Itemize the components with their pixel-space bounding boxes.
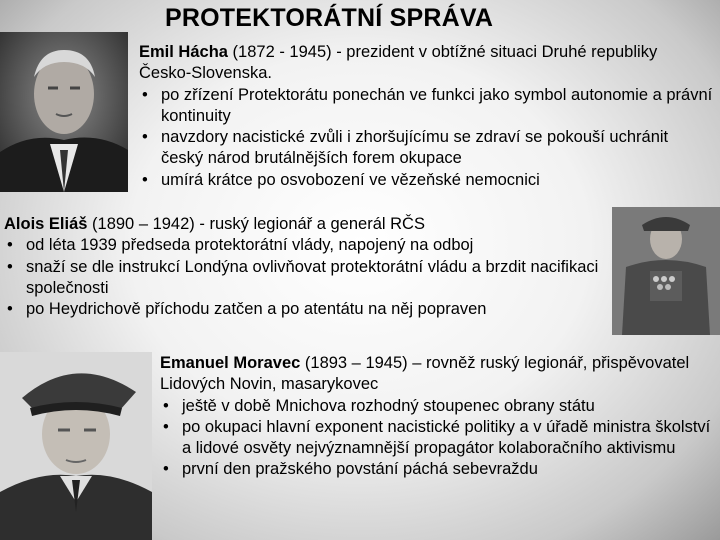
elias-bullet: • po Heydrichově příchodu zatčen a po atentátu na něj popraven: [4, 299, 604, 320]
moravec-bullet-list: [160, 396, 715, 481]
elias-intro: [4, 214, 604, 235]
elias-section: [4, 214, 604, 320]
moravec-bullet: • ještě v době Mnichova rozhodný stoupenec obrany státu: [160, 396, 715, 417]
hacha-bullet: • umírá krátce po osvobození ve vězeňské nemocnici: [139, 170, 714, 191]
moravec-intro: [160, 353, 715, 396]
hacha-portrait-photo: [0, 32, 128, 192]
elias-bullet: • od léta 1939 předseda protektorátní vlády, napojený na odboj: [4, 235, 604, 256]
elias-portrait-photo: [612, 207, 720, 335]
elias-intro-text: (1890 – 1942) - ruský legionář a generál RČS: [87, 215, 425, 233]
moravec-bullet: • po okupaci hlavní exponent nacistické politiky a v úřadě ministra školství a lidové osvěty nejvýznamnější propagátor kolaboračního aktivismu: [160, 417, 715, 460]
moravec-intro-text: (1893 – 1945) – rovněž ruský legionář, přispěvovatel Lidových Novin, masarykovec: [160, 354, 690, 394]
hacha-bullet: • po zřízení Protektorátu ponechán ve funkci jako symbol autonomie a právní kontinuity: [139, 85, 714, 128]
hacha-intro: [139, 42, 714, 85]
elias-bullet-list: [4, 235, 604, 320]
elias-name: Alois Eliáš: [4, 215, 88, 233]
hacha-name: Emil Hácha: [139, 43, 228, 61]
slide-title: PROTEKTORÁTNÍ SPRÁVA: [165, 4, 494, 32]
moravec-portrait-photo: [0, 352, 152, 540]
hacha-intro-text: (1872 - 1945) - prezident v obtížné situaci Druhé republiky Česko-Slovenska.: [139, 43, 658, 83]
hacha-bullet-list: [139, 85, 714, 191]
moravec-section: [160, 353, 715, 481]
hacha-bullet: • navzdory nacistické zvůli i zhoršujícímu se zdraví se pokouší uchránit český národ brutálnějších forem okupace: [139, 127, 714, 170]
moravec-bullet: • první den pražského povstání páchá sebevraždu: [160, 459, 715, 480]
hacha-section: [139, 42, 714, 191]
moravec-name: Emanuel Moravec: [160, 354, 301, 372]
elias-bullet: • snaží se dle instrukcí Londýna ovlivňovat protektorátní vládu a brzdit nacifikaci společnosti: [4, 257, 604, 300]
